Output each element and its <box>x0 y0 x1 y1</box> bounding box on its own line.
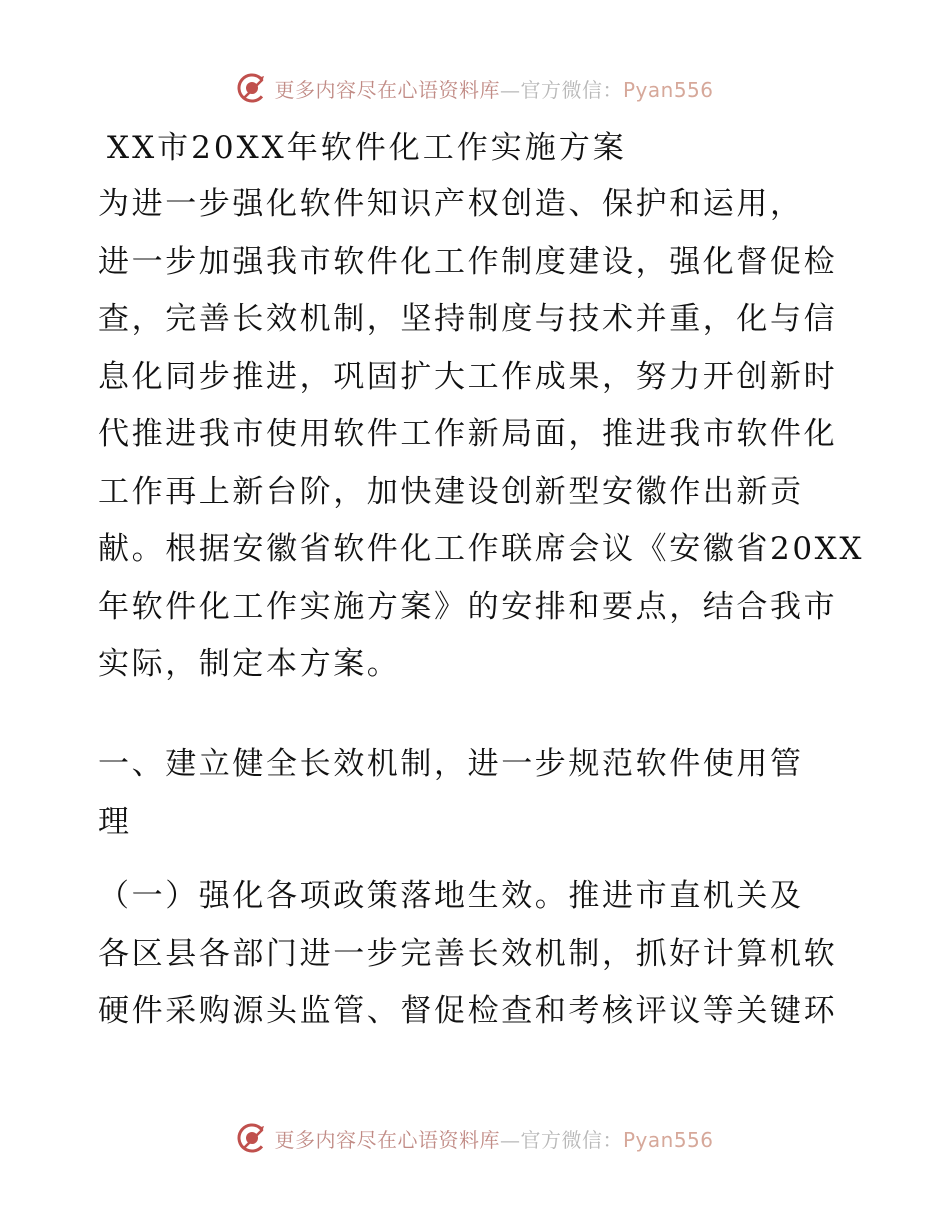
watermark-text <box>274 74 713 103</box>
watermark-wechat-label: 官方微信： <box>520 1127 623 1152</box>
paragraph-line: 实际，制定本方案。 <box>98 646 401 682</box>
section-heading <box>98 736 868 851</box>
watermark-wechat-id: Pyan556 <box>622 77 714 102</box>
watermark-brand: 更多内容尽在心语资料库 <box>274 77 500 102</box>
document-title: XX市20XX年软件化工作实施方案 <box>107 130 627 166</box>
paragraph-line: 工作再上新台阶，加快建设创新型安徽作出新贡 <box>98 473 804 510</box>
paragraph-line: 献。根据安徽省软件化工作联席会议《安徽省20XX <box>98 531 864 567</box>
bottom-watermark <box>0 1122 950 1154</box>
watermark-separator: — <box>499 77 521 102</box>
paragraph-line: 息化同步推进，巩固扩大工作成果，努力开创新时 <box>98 358 838 395</box>
paragraph-line: 代推进我市使用软件工作新局面，推进我市软件化 <box>98 416 838 452</box>
top-watermark <box>0 72 950 104</box>
heading-line: 理 <box>98 803 132 840</box>
subsection-paragraph <box>98 868 868 1041</box>
watermark-brand: 更多内容尽在心语资料库 <box>274 1127 500 1152</box>
watermark-wechat-label: 官方微信： <box>520 77 623 102</box>
heading-line: 一、建立健全长效机制，进一步规范软件使用管 <box>98 746 804 782</box>
watermark-text <box>274 1124 713 1153</box>
paragraph-line: 为进一步强化软件知识产权创造、保护和运用， <box>98 186 804 222</box>
paragraph-line: 各区县各部门进一步完善长效机制，抓好计算机软 <box>98 935 838 972</box>
paragraph-line: 硬件采购源头监管、督促检查和考核评议等关键环 <box>98 993 838 1029</box>
paragraph-line: 年软件化工作实施方案》的安排和要点，结合我市 <box>98 588 838 625</box>
paragraph-line: 进一步加强我市软件化工作制度建设，强化督促检 <box>98 243 838 280</box>
paragraph-line: （一）强化各项政策落地生效。推进市直机关及 <box>98 878 804 914</box>
brand-logo-icon <box>236 72 268 104</box>
brand-logo-icon <box>236 1122 268 1154</box>
watermark-separator: — <box>499 1127 521 1152</box>
watermark-wechat-id: Pyan556 <box>622 1127 714 1152</box>
paragraph-line: 查，完善长效机制，坚持制度与技术并重，化与信 <box>98 301 838 337</box>
intro-paragraph <box>98 176 868 694</box>
